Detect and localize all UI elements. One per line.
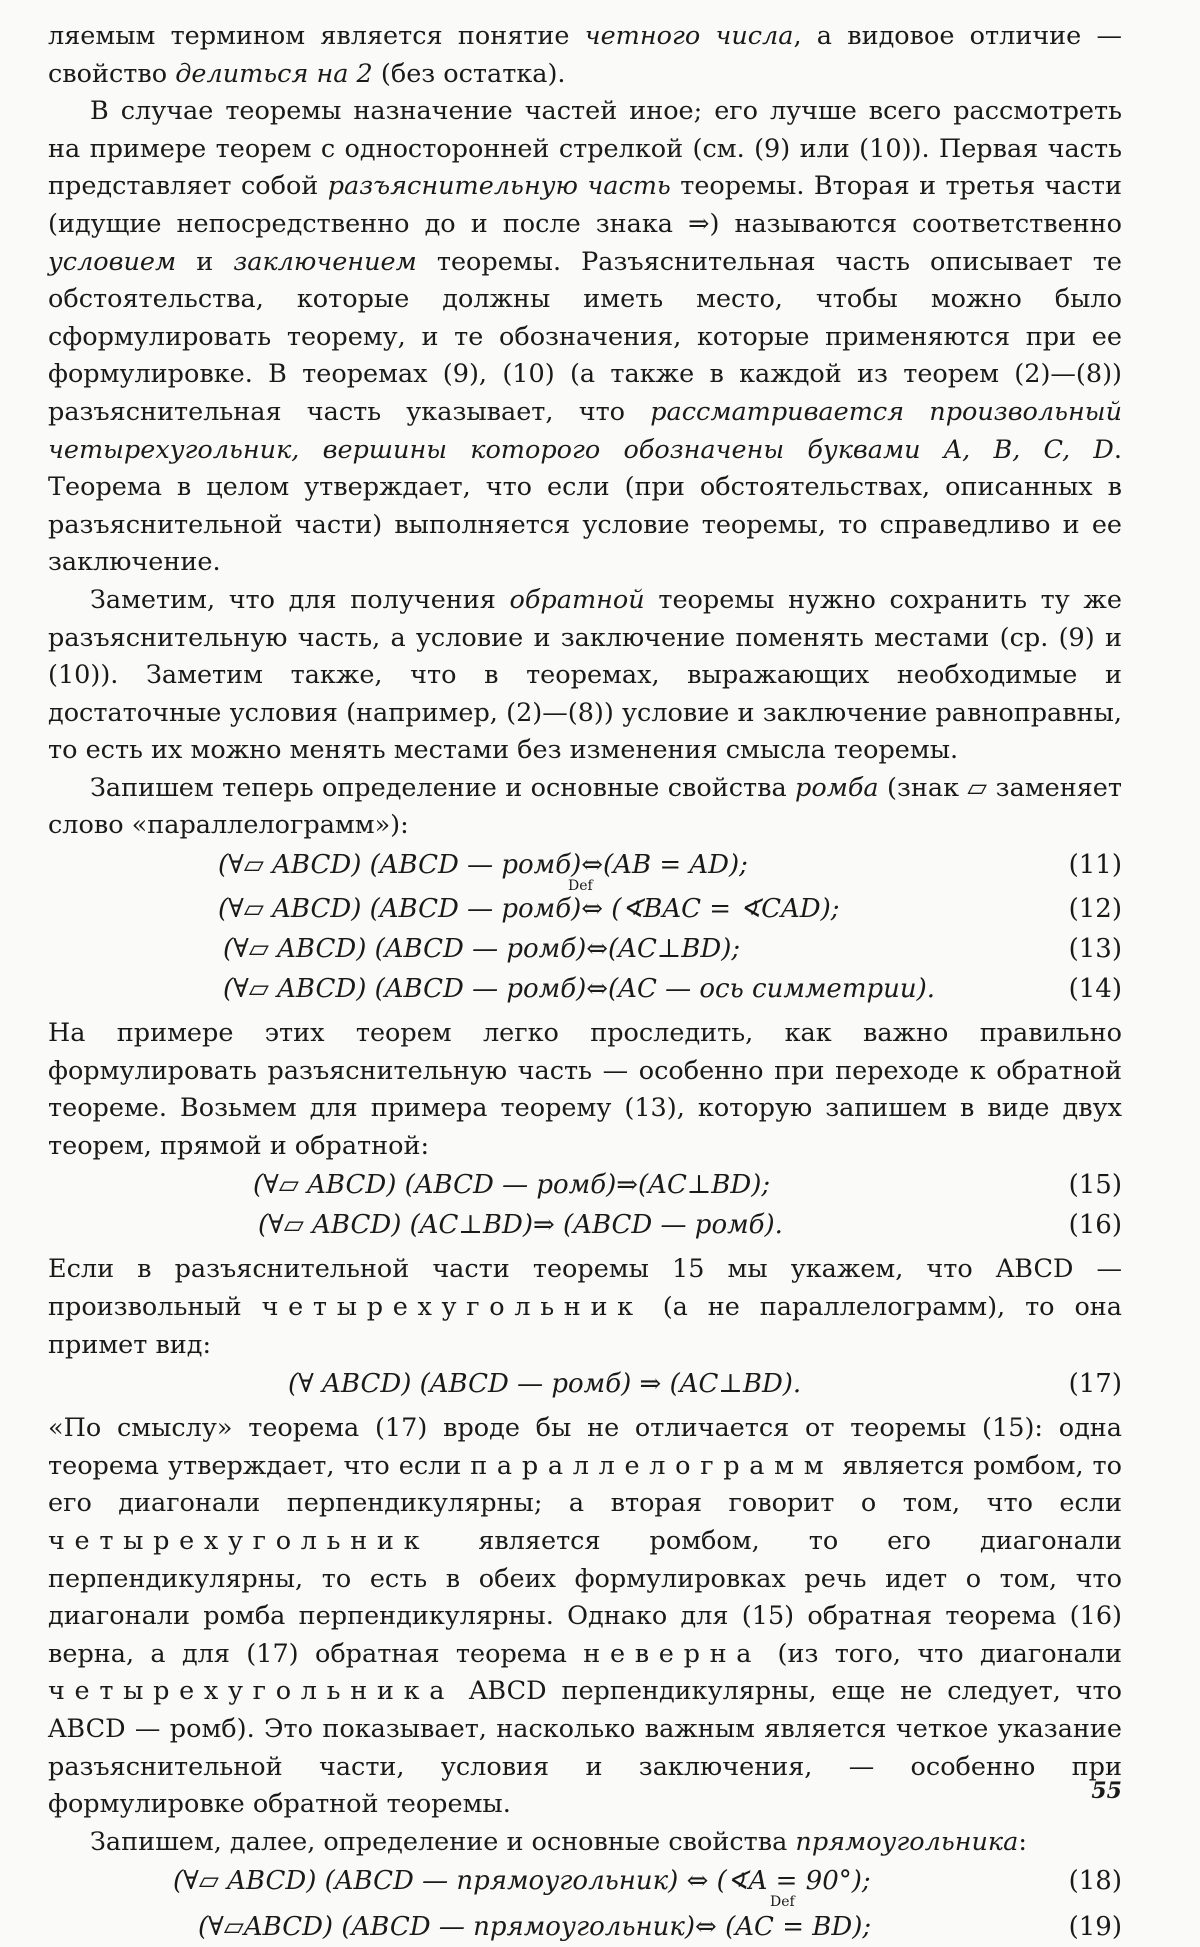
book-page [48, 18, 1122, 1947]
formula-row [48, 1205, 1122, 1245]
formula-row [48, 845, 1122, 895]
formula-expression: (∀▱ ABCD) (ABCD — ромб)⇔(AB = AD); [218, 850, 748, 881]
formula-number: (12) [1068, 894, 1122, 925]
formula-number: (14) [1068, 974, 1122, 1005]
paragraph-rectangle-intro: Запишем, далее, определение и основные свойства прямоугольника: [90, 1826, 1027, 1857]
formula-number: (16) [1068, 1210, 1122, 1241]
formula-number: (18) [1068, 1866, 1122, 1897]
formula-number: (13) [1068, 934, 1122, 965]
def-label: Def [568, 878, 593, 895]
formula-row [48, 889, 1122, 929]
paragraph-genus-definition: ляемым термином является понятие четного числа, а видовое отличие — свойство делиться на 2 (без остатка). [48, 21, 1122, 89]
formula-row [48, 1861, 1122, 1911]
def-label: Def [770, 1894, 795, 1911]
paragraph-arbitrary-quadrilateral: Если в разъяснительной части теоремы 15 мы укажем, что ABCD — произвольный четырехугольник (а не параллелограмм), то она примет вид: [48, 1254, 1123, 1360]
formula-block-rectangle [48, 1861, 1122, 1947]
formula-expression: (∀▱ ABCD) (ABCD — ромб)⇔ (∢BAC = ∢CAD); [218, 894, 840, 925]
formula-row [48, 1165, 1122, 1205]
paragraph-converse-theorem: Заметим, что для получения обратной теоремы нужно сохранить ту же разъяснительную часть, а условие и заключение поменять местами (ср. (9) и (10)). Заметим также, что в теоремах, выражающих необходимые и достаточные условия (например, (2)—(8)) условие и заключение равноправны, то есть их можно менять местами без изменения смысла теоремы. [48, 584, 1122, 766]
formula-expression: (∀▱ ABCD) (ABCD — ромб)⇔(AC⊥BD); [223, 934, 741, 965]
formula-expression: (∀▱ ABCD) (ABCD — ромб)⇔(AC — ось симметрии). [223, 974, 936, 1005]
page-number: 55 [1091, 1778, 1122, 1804]
formula-number: (11) [1068, 850, 1122, 881]
parallelogram-icon: ▱ [967, 772, 988, 803]
formula-expression: (∀▱ ABCD) (AC⊥BD)⇒ (ABCD — ромб). [258, 1210, 783, 1241]
formula-expression: (∀▱ ABCD) (ABCD — ромб)⇒(AC⊥BD); [253, 1170, 771, 1201]
formula-expression: (∀ ABCD) (ABCD — ромб) ⇒ (AC⊥BD). [288, 1369, 802, 1400]
formula-block-quadrilateral [48, 1364, 1122, 1404]
paragraph-rhombus-intro: Запишем теперь определение и основные свойства ромба (знак ▱ заменяет слово «параллелограмм»): [48, 772, 1122, 841]
paragraph-theorem-parts: В случае теоремы назначение частей иное; его лучше всего рассмотреть на примере теорем с односторонней стрелкой (см. (9) или (10)). Первая часть представляет собой разъяснительную часть теоремы. Вторая и третья части (идущие непосредственно до и после знака ⇒) называются соответственно условием и заключением теоремы. Разъяснительная часть описывает те обстоятельства, которые должны иметь место, чтобы можно было сформулировать теорему, и те обозначения, которые применяются при ее формулировке. В теоремах (9), (10) (а также в каждой из теорем (2)—(8)) разъяснительная часть указывает, что рассматривается произвольный четырехугольник, вершины которого обозначены буквами A, B, C, D. Теорема в целом утверждает, что если (при обстоятельствах, описанных в разъяснительной части) выполняется условие теоремы, то справедливо и ее заключение. [48, 96, 1123, 578]
formula-row [48, 1364, 1122, 1404]
formula-number: (17) [1068, 1369, 1122, 1400]
formula-expression: (∀▱ ABCD) (ABCD — прямоугольник) ⇔ (∢A = 90°); [173, 1866, 871, 1897]
formula-row [48, 969, 1122, 1009]
formula-expression: (∀▱ABCD) (ABCD — прямоугольник)⇔ (AC = BD); [198, 1912, 872, 1943]
paragraph-explanatory-importance: На примере этих теорем легко проследить, как важно правильно формулировать разъяснительную часть — особенно при переходе к обратной теореме. Возьмем для примера теорему (13), которую запишем в виде двух теорем, прямой и обратной: [48, 1018, 1122, 1161]
formula-number: (15) [1068, 1170, 1122, 1201]
formula-block-direct-converse [48, 1165, 1122, 1245]
formula-number: (19) [1068, 1912, 1122, 1943]
formula-block-rhombus [48, 845, 1122, 1009]
formula-row [48, 929, 1122, 969]
paragraph-meaning-comparison: «По смыслу» теорема (17) вроде бы не отличается от теоремы (15): одна теорема утверждает, что если параллелограмм является ромбом, то его диагонали перпендикулярны; а вторая говорит о том, что если четырехугольник является ромбом, то его диагонали перпендикулярны, то есть в обеих формулировках речь идет о том, что диагонали ромба перпендикулярны. Однако для (15) обратная теорема (16) верна, а для (17) обратная теорема неверна (из того, что диагонали четырехугольника ABCD перпендикулярны, еще не следует, что ABCD — ромб). Это показывает, насколько важным является четкое указание разъяснительной части, условия и заключения, — особенно при формулировке обратной теоремы. [48, 1413, 1122, 1820]
formula-row [48, 1907, 1122, 1947]
